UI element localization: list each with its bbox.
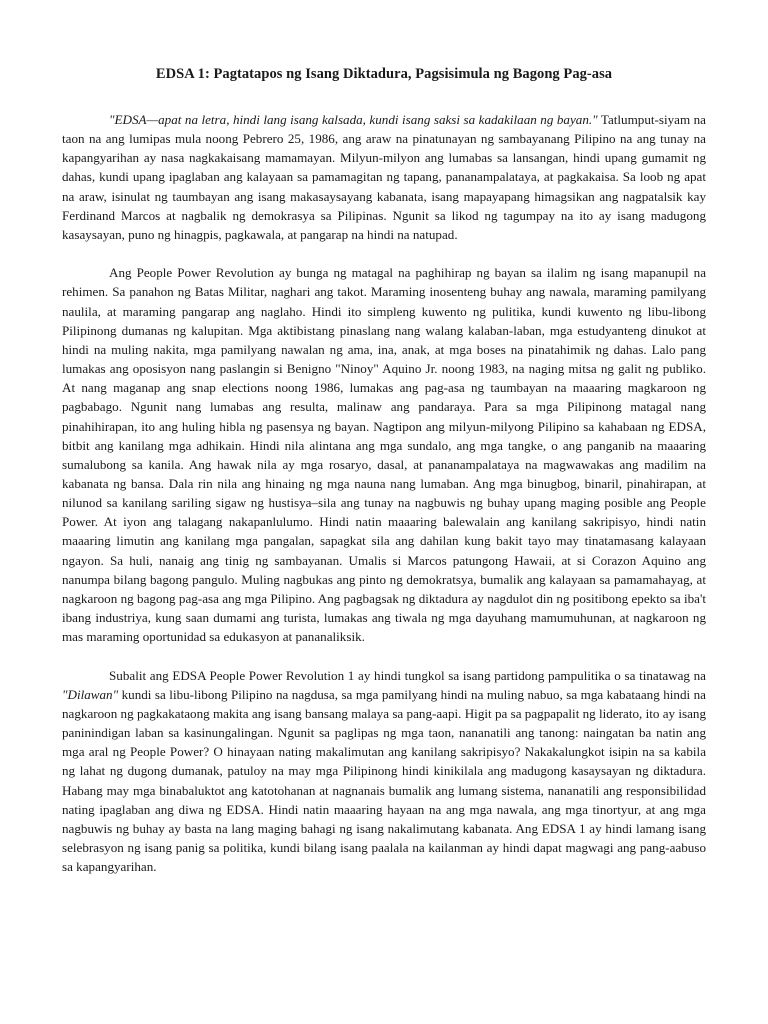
document-title: EDSA 1: Pagtatapos ng Isang Diktadura, Pagsisimula ng Bagong Pag-asa xyxy=(155,66,613,82)
paragraph-3-before: Subalit ang EDSA People Power Revolution 1 ay hindi tungkol sa isang partidong pampulitika o sa tinatawag na xyxy=(109,667,706,683)
dilawan-emphasis: "Dilawan" xyxy=(62,686,119,702)
paragraph-1-text: Tatlumput-siyam na taon na ang lumipas mula noong Pebrero 25, 1986, ang araw na pinatunayan ng sambayanang Pilipino na ang tunay na kapangyarihan ay nasa nagkakaisang mamamayan. Milyun-milyon ang lumabas sa lansangan, hindi upang gumamit ng dahas, kundi upang ipaglaban ang kalayaan sa pamamagitan ng tapang, pananampalataya, at pagkakaisa. Sa loob ng apat na araw, isinulat ng taumbayan ang isang makasaysayang kabanata, isang mapayapang himagsikan ang nagpatalsik kay Ferdinand Marcos at nagbalik ng demokrasya sa Pilipinas. Ngunit sa likod ng tagumpay na ito ay isang madugong kasaysayan, puno ng hinagpis, pagkawala, at pangarap na hindi na natupad. xyxy=(62,112,706,242)
opening-quote: "EDSA—apat na letra, hindi lang isang kalsada, kundi isang saksi sa kadakilaan ng bayan." xyxy=(109,112,598,127)
paragraph-1 xyxy=(62,110,706,244)
paragraph-2: Ang People Power Revolution ay bunga ng matagal na paghihirap ng bayan sa ilalim ng isang mapanupil na rehimen. Sa panahon ng Batas Militar, naghari ang takot. Maraming inosenteng buhay ang nawala, maraming pamilyang naulila, at maraming pangarap ang naglaho. Hindi ito simpleng kuwento ng pulitika, kundi kuwento ng libu-libong Pilipinong dumanas ng kalupitan. Mga aktibistang pinaslang nang walang kalaban-laban, mga estudyanteng dinukot at hindi na muling nakita, mga pamilyang nawalan ng ama, ina, anak, at mga boses na pinatahimik ng dahas. Lalo pang lumakas ang oposisyon nang paslangin si Benigno "Ninoy" Aquino Jr. noong 1983, na naging mitsa ng galit ng publiko. At nang maganap ang snap elections noong 1986, lumakas ang pag-asa ng taumbayan na maaaring magkaroon ng pagbabago. Ngunit nang lumabas ang resulta, malinaw ang pandaraya. Para sa mga Pilipinong matagal nang pinahihirapan, ito ang huling hibla ng pasensya ng bayan. Nagtipon ang milyun-milyong Pilipino sa kahabaan ng EDSA, bitbit ang kanilang mga adhikain. Hindi nila alintana ang mga sundalo, ang mga tangke, o ang panganib na maaaring sumalubong sa kanila. Ang hawak nila ay mga rosaryo, dasal, at pananampalataya na magwawakas ang madilim na kabanata ng bansa. Dala rin nila ang hinaing ng mga nauna nang lumaban. Ang mga binugbog, binaril, pinahirapan, at nilunod sa kanilang sariling sigaw ng hustisya–sila ang tunay na nagbuwis ng buhay upang maging posible ang People Power. At iyon ang talagang nakapanlulumo. Hindi natin maaaring balewalain ang kanilang sakripisyo, hindi natin maaaring limutin ang kanilang mga pangalan, sapagkat sila ang dahilan kung bakit tayo may tinatamasang kalayaan ngayon. Sa huli, nanaig ang tinig ng sambayanan. Umalis si Marcos patungong Hawaii, at si Corazon Aquino ang nanumpa bilang bagong pangulo. Muling nagbukas ang pinto ng demokratsya, bumalik ang kalayaan sa pamamahayag, at nagkaroon ng bagong pag-asa ang mga Pilipino. Ang pagbagsak ng diktadura ay nagdulot din ng positibong epekto sa iba't ibang industriya, kung saan dumami ang turista, lumakas ang tiwala ng mga dayuhang mamumuhunan, at nagkaroon ng mas maraming oportunidad sa edukasyon at pananaliksik. xyxy=(62,265,706,645)
paragraph-3 xyxy=(62,666,706,877)
paragraph-3-after: kundi sa libu-libong Pilipino na nagdusa, sa mga pamilyang hindi na muling nabuo, sa mga kabataang hindi na nagkaroon ng pagkakataong makita ang isang bansang malaya sa pang-aapi. Higit pa sa pagpapalit ng liderato, ito ay isang paninindigan laban sa kasinungalingan. Ngunit sa paglipas ng mga taon, nananatili ang tanong: naingatan ba natin ang mga aral ng People Power? O hinayaan nating makalimutan ang kanilang sakripisyo? Nakakalungkot isipin na sa kabila ng lahat ng dugong dumanak, patuloy na may mga Pilipinong hindi kinikilala ang madugong kasaysayan ng diktadura. Habang may mga binabaluktot ang katotohanan at nagnanais bumalik ang lumang sistema, nananatili ang responsibilidad nating ipaglaban ang diwa ng EDSA. Hindi natin maaaring hayaan na ang mga nawala, ang mga tinortyur, at ang mga nagbuwis ng buhay ay basta na lang maging bahagi ng isang nakalimutang kabanata. Ang EDSA 1 ay hindi lamang isang selebrasyon ng isang panig sa politika, kundi bilang isang paalala na kailanman ay hindi dapat magwagi ang pang-aabuso sa kapangyarihan. xyxy=(62,686,706,875)
